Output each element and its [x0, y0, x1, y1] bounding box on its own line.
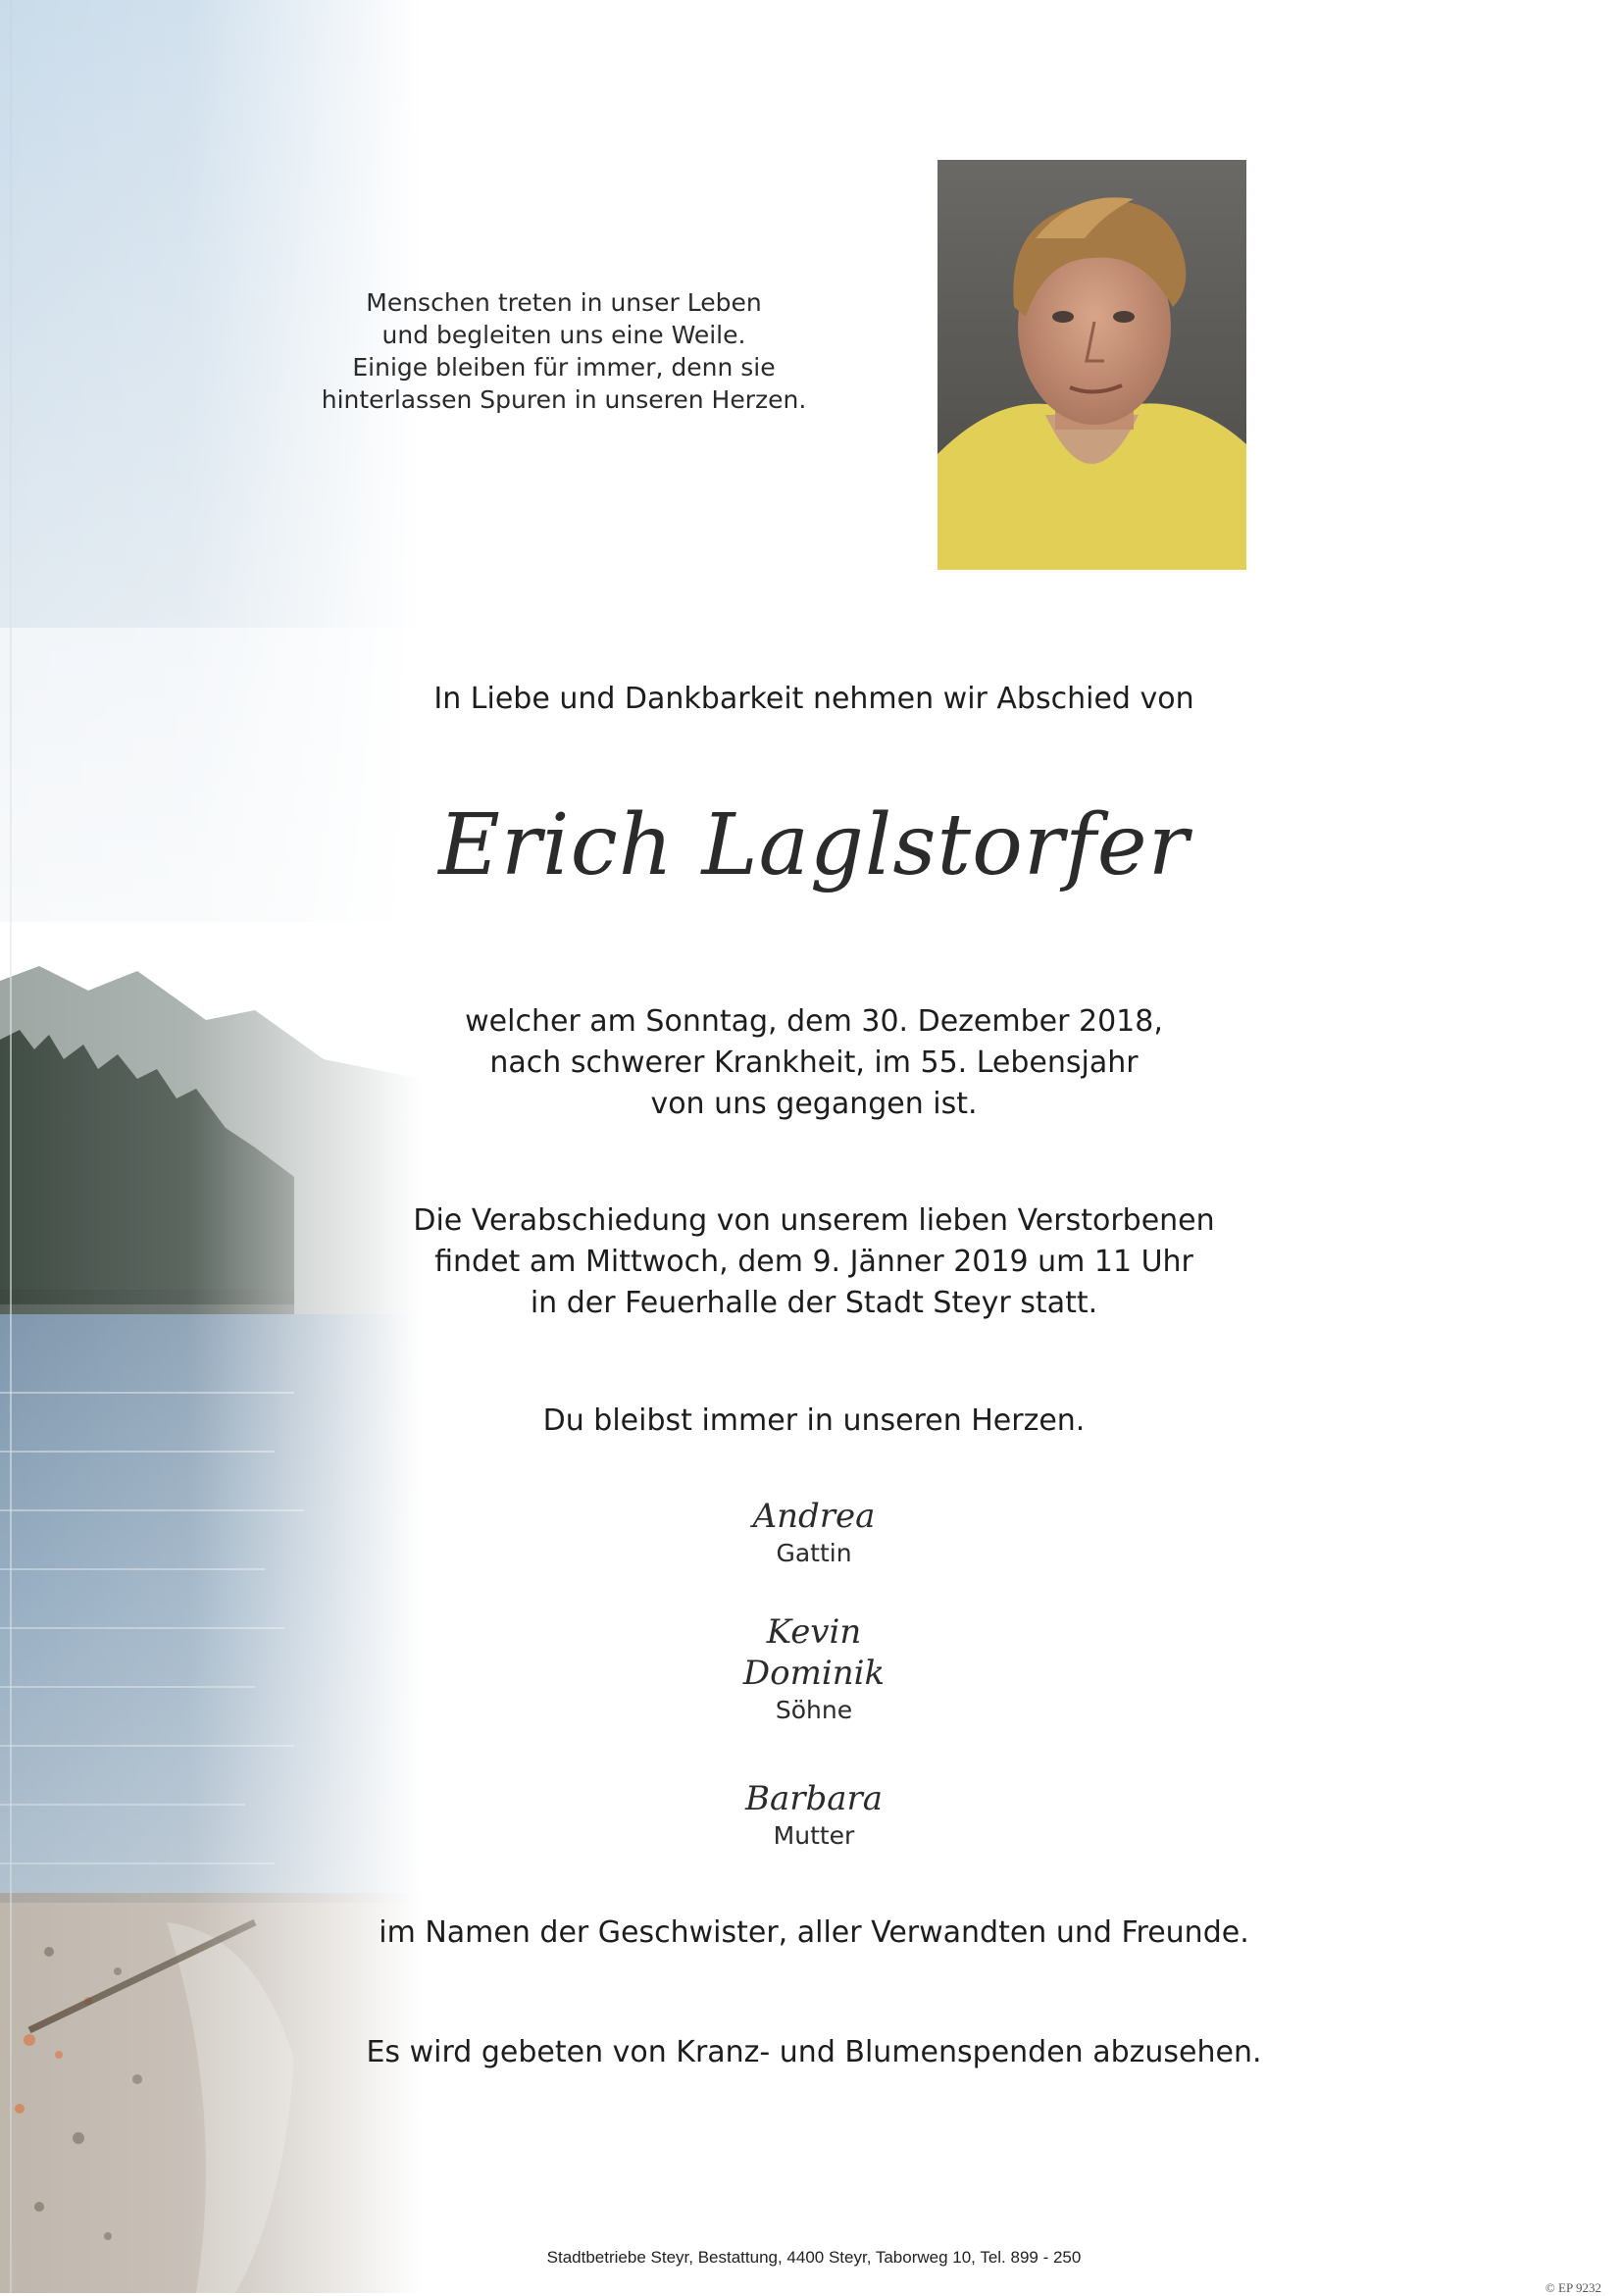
undertaker-footer: Stadtbetriebe Steyr, Bestattung, 4400 Steyr, Taborweg 10, Tel. 899 - 250 [546, 2248, 1082, 2267]
lead-line: In Liebe und Dankbarkeit nehmen wir Abschied von [433, 682, 1194, 716]
document-code [1545, 2280, 1601, 2296]
farewell-line: in der Feuerhalle der Stadt Steyr statt. [530, 1286, 1098, 1320]
closing-line: im Namen der Geschwister, aller Verwandten und Freunde. [379, 1915, 1249, 1950]
notice-line: welcher am Sonntag, dem 30. Dezember 2018, [465, 1004, 1163, 1039]
copyright-icon: © [1545, 2280, 1559, 2295]
motto-line: und begleiten uns eine Weile. [381, 321, 746, 349]
motto-line: Einige bleiben für immer, denn sie [352, 353, 776, 382]
notice-line: nach schwerer Krankheit, im 55. Lebensjahr [489, 1046, 1139, 1080]
page-edge [10, 0, 12, 2293]
wife-name: Andrea [752, 1497, 876, 1536]
donation-request: Es wird gebeten von Kranz- und Blumenspenden abzusehen. [366, 2035, 1262, 2069]
sons-role: Söhne [775, 1696, 853, 1724]
code-text: EP 9232 [1558, 2280, 1601, 2295]
mother-role: Mutter [773, 1821, 855, 1850]
motto-line: hinterlassen Spuren in unseren Herzen. [321, 385, 807, 414]
notice-line: von uns gegangen ist. [650, 1087, 978, 1121]
family-wife [588, 1496, 1039, 1570]
portrait-photo [937, 160, 1246, 570]
farewell-info [294, 1200, 1334, 1324]
wife-role: Gattin [776, 1539, 852, 1567]
family-mother [588, 1778, 1039, 1853]
motto-line: Menschen treten in unser Leben [366, 288, 762, 317]
farewell-line: findet am Mittwoch, dem 9. Jänner 2019 um 11 Uhr [434, 1245, 1193, 1279]
family-sons [588, 1611, 1039, 1727]
motto-block [294, 286, 834, 416]
deceased-name: Erich Laglstorfer [438, 796, 1190, 894]
son-name: Dominik [742, 1654, 886, 1693]
heart-line: Du bleibst immer in unseren Herzen. [542, 1403, 1086, 1438]
mother-name: Barbara [744, 1779, 884, 1818]
son-name: Kevin [766, 1612, 862, 1652]
death-notice [294, 1001, 1334, 1125]
farewell-line: Die Verabschiedung von unserem lieben Verstorbenen [413, 1203, 1215, 1238]
